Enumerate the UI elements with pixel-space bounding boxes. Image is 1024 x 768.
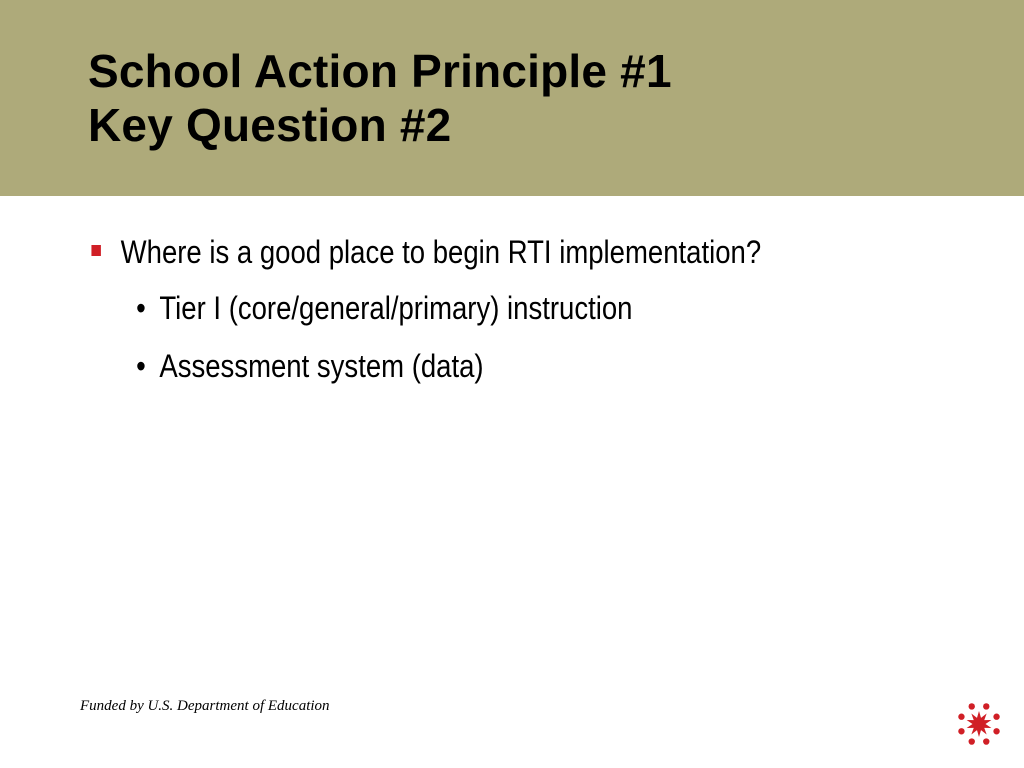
sub-bullet-item	[88, 344, 862, 388]
sub-bullet-list	[88, 286, 988, 388]
slide-title	[88, 44, 672, 152]
footer-funding-text: Funded by U.S. Department of Education	[80, 698, 330, 714]
sub-bullet-text: Tier I (core/general/primary) instruction	[159, 290, 633, 326]
bullet-item	[88, 230, 862, 274]
dot-bullet-icon: •	[136, 348, 146, 384]
sub-bullet-item	[88, 286, 862, 330]
sub-bullet-text: Assessment system (data)	[159, 348, 484, 384]
title-line-1: School Action Principle #1	[88, 45, 672, 97]
bullet-text: Where is a good place to begin RTI implementation?	[120, 234, 762, 270]
slide-body	[88, 230, 988, 402]
title-line-2: Key Question #2	[88, 99, 452, 151]
starburst-logo-icon	[955, 700, 1003, 748]
dot-bullet-icon: •	[136, 290, 146, 326]
red-square-bullet-icon	[91, 245, 100, 256]
